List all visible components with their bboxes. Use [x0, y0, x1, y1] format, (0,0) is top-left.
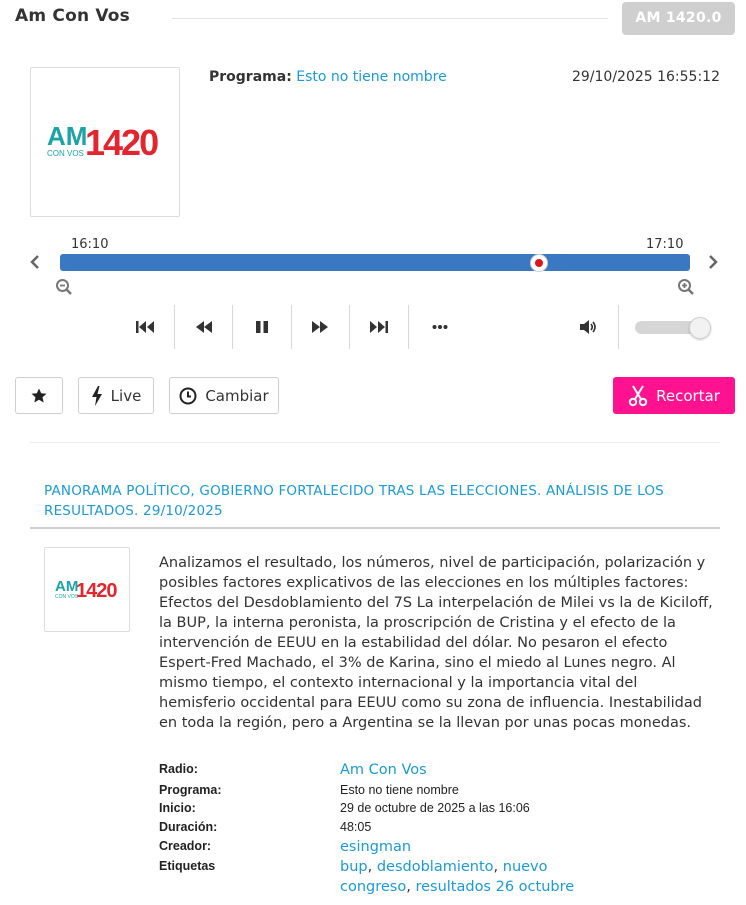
volume-slider-knob[interactable]	[689, 317, 711, 339]
control-divider	[618, 305, 619, 349]
zoom-out-icon[interactable]	[55, 278, 73, 296]
title-divider	[172, 18, 608, 19]
fast-forward-button[interactable]	[291, 305, 349, 349]
skip-end-button[interactable]	[350, 305, 408, 349]
tag-link[interactable]: desdoblamiento	[376, 859, 494, 875]
tag-link[interactable]: nuevo congreso	[340, 859, 548, 895]
meta-value: Esto no tiene nombre	[340, 783, 459, 797]
pause-icon	[255, 320, 269, 334]
svg-text:AM: AM	[55, 578, 79, 595]
meta-value: 48:05	[340, 820, 372, 834]
svg-text:AM: AM	[47, 121, 88, 151]
timeline-start-label: 16:10	[71, 237, 109, 252]
svg-text:CON VOS: CON VOS	[55, 594, 79, 600]
tag-link[interactable]: resultados 26 octubre	[415, 879, 575, 895]
creator-link[interactable]: esingman	[340, 839, 412, 855]
record-clip-button[interactable]	[613, 377, 735, 414]
svg-text:CON VOS: CON VOS	[47, 149, 84, 158]
tag-link[interactable]: bup	[340, 859, 368, 875]
frequency-badge[interactable]: AM 1420.0	[622, 2, 735, 35]
volume-icon	[579, 319, 597, 335]
clock-icon	[179, 387, 197, 405]
program-line	[209, 69, 447, 85]
tag-list: bup, desdoblamiento, nuevo congreso, resultados 26 octubre	[340, 859, 575, 895]
program-label: Programa:	[209, 69, 292, 85]
section-divider	[30, 442, 720, 443]
station-logo	[30, 67, 180, 217]
ellipsis-icon	[432, 324, 448, 330]
meta-key: Inicio:	[159, 801, 196, 815]
episode-title-link[interactable]: PANORAMA POLÍTICO, GOBIERNO FORTALECIDO TRAS LAS ELECCIONES. ANÁLISIS DE LOS RESULTADOS. 29/10/2025	[44, 483, 664, 519]
timeline-end-label: 17:10	[646, 237, 684, 252]
star-icon	[31, 388, 47, 403]
episode-title-underline	[30, 527, 720, 529]
meta-key: Radio:	[159, 762, 198, 776]
station-title: Am Con Vos	[15, 6, 130, 26]
skip-start-button[interactable]	[116, 305, 174, 349]
meta-value: 29 de octubre de 2025 a las 16:06	[340, 801, 530, 815]
episode-description: Analizamos el resultado, los números, nivel de participación, polarización y posibles factores explicativos de las elecciones en los múltiples factores: Efectos del Desdoblamiento del 7S La interpelación de Milei vs la de Kiciloff, la BUP, la interna peronista, la proscripción de Cristina y el efecto de la intervención de EEUU en la estabilidad del dólar. No pesaron el efecto Espert-Fred Machado, el 3% de Karina, sino el miedo al Lunes negro. Al mismo tiempo, el contexto internacional y la importancia vital del hemisferio occidental para EEUU como su zona de influencia. Inestabilidad en toda la región, pero a Argentina se la llevan por unas pocas monedas.	[159, 555, 713, 731]
current-datetime: 29/10/2025 16:55:12	[571, 69, 720, 85]
change-button[interactable]	[169, 377, 279, 414]
timeline-bar[interactable]	[60, 254, 690, 271]
rewind-icon	[195, 320, 213, 334]
fast-forward-icon	[311, 320, 329, 334]
chevron-left-icon	[27, 251, 43, 273]
meta-key: Programa:	[159, 783, 222, 797]
chevron-right-icon	[705, 251, 721, 273]
pause-button[interactable]	[233, 305, 291, 349]
favorite-button[interactable]	[15, 377, 63, 414]
rewind-button[interactable]	[175, 305, 233, 349]
am1420-logo-image	[31, 68, 179, 216]
more-options-button[interactable]	[411, 305, 469, 349]
timeline-prev-arrow[interactable]	[27, 251, 43, 273]
meta-key: Creador:	[159, 839, 212, 853]
skip-back-icon	[135, 320, 155, 334]
record-button-label: Recortar	[656, 386, 720, 405]
change-button-label: Cambiar	[205, 386, 269, 405]
scissors-icon	[628, 385, 648, 407]
lightning-icon	[91, 386, 103, 406]
radio-link[interactable]: Am Con Vos	[340, 762, 427, 778]
volume-button[interactable]	[559, 305, 617, 349]
zoom-in-icon[interactable]	[677, 278, 695, 296]
program-link[interactable]: Esto no tiene nombre	[296, 69, 447, 85]
svg-text:1420: 1420	[85, 122, 158, 163]
live-button-label: Live	[110, 386, 142, 405]
timeline-next-arrow[interactable]	[705, 251, 721, 273]
skip-forward-icon	[369, 320, 389, 334]
control-divider	[408, 305, 409, 349]
live-button[interactable]	[78, 377, 154, 414]
meta-key: Etiquetas	[159, 859, 216, 873]
timeline-playhead[interactable]	[530, 254, 548, 272]
meta-key: Duración:	[159, 820, 218, 834]
am1420-logo-image	[45, 548, 129, 631]
svg-text:1420: 1420	[76, 580, 117, 602]
episode-logo	[44, 547, 130, 632]
